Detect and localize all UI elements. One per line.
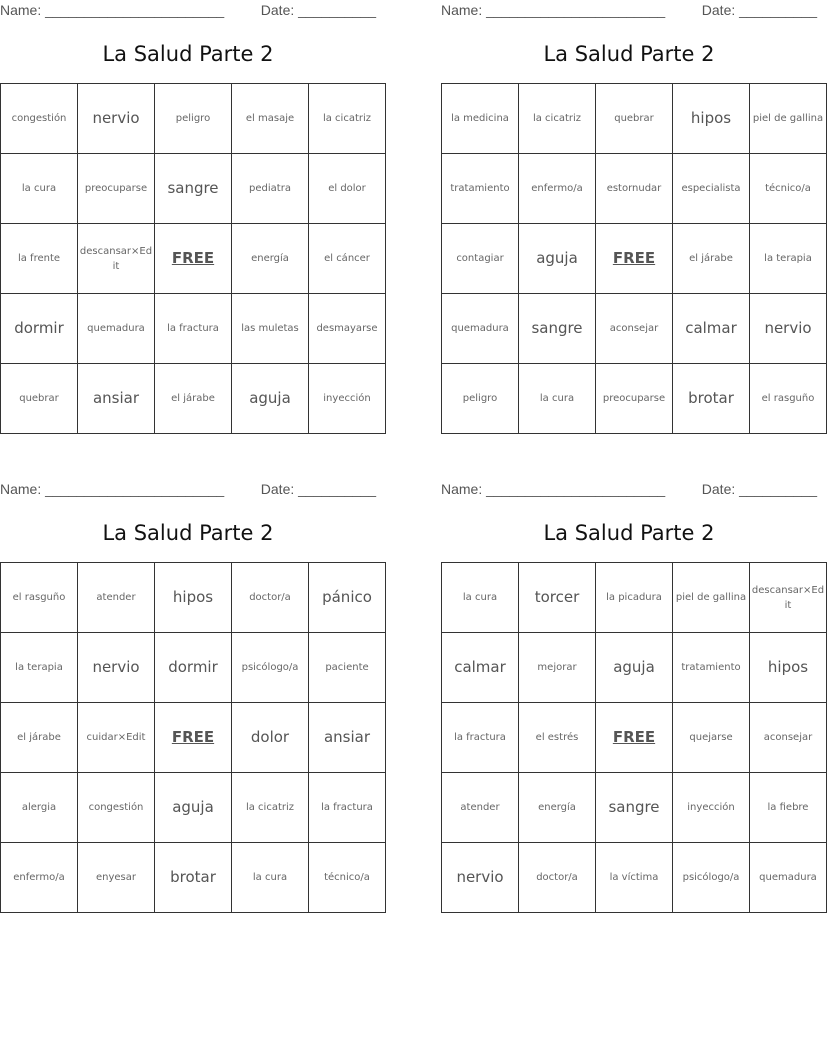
bingo-cell: especialista [673,154,750,224]
bingo-cell: enyesar [78,843,155,913]
bingo-cell: nervio [78,84,155,154]
bingo-cell: preocuparse [596,364,673,434]
bingo-cell: atender [442,773,519,843]
bingo-cell: psicólogo/a [232,633,309,703]
bingo-cell: aguja [596,633,673,703]
bingo-cell: descansar×Edit [78,224,155,294]
bingo-cell: calmar [673,294,750,364]
card-title: La Salud Parte 2 [102,42,274,66]
bingo-cell: hipos [750,633,827,703]
bingo-cell: el rasguño [750,364,827,434]
name-line: Name: _______________________ [441,2,666,18]
bingo-cell: la fractura [155,294,232,364]
grid-row [442,703,827,773]
grid-row [1,563,386,633]
bingo-cell: cuidar×Edit [78,703,155,773]
bingo-grid [441,562,827,913]
bingo-cell: preocuparse [78,154,155,224]
free-space: FREE [596,703,673,773]
grid-row [442,154,827,224]
grid-row [1,633,386,703]
bingo-cell: quebrar [1,364,78,434]
bingo-grid [0,83,386,434]
bingo-cell: contagiar [442,224,519,294]
card-header [0,481,376,499]
bingo-cell: dormir [155,633,232,703]
grid-row [442,84,827,154]
date-line: Date: __________ [260,2,376,18]
free-space: FREE [155,224,232,294]
grid-row [1,703,386,773]
bingo-cell: el járabe [673,224,750,294]
bingo-cell: aguja [155,773,232,843]
bingo-cell: doctor/a [519,843,596,913]
bingo-cell: pediatra [232,154,309,224]
bingo-cell: energía [519,773,596,843]
bingo-cell: quebrar [596,84,673,154]
bingo-cell: brotar [673,364,750,434]
bingo-cell: nervio [78,633,155,703]
bingo-cell: el masaje [232,84,309,154]
bingo-cell: enfermo/a [1,843,78,913]
bingo-cell: peligro [155,84,232,154]
grid-row [442,773,827,843]
bingo-cell: sangre [596,773,673,843]
bingo-cell: dormir [1,294,78,364]
bingo-cell: ansiar [78,364,155,434]
bingo-cell: la víctima [596,843,673,913]
bingo-cell: mejorar [519,633,596,703]
grid-row [442,224,827,294]
date-line: Date: __________ [701,481,817,497]
date-line: Date: __________ [701,2,817,18]
bingo-cell: pánico [309,563,386,633]
grid-row [1,843,386,913]
bingo-cell: psicólogo/a [673,843,750,913]
bingo-cell: dolor [232,703,309,773]
bingo-cell: técnico/a [750,154,827,224]
grid-row [1,84,386,154]
bingo-cell: la frente [1,224,78,294]
grid-row [1,364,386,434]
bingo-cell: tratamiento [442,154,519,224]
bingo-cell: la fiebre [750,773,827,843]
name-line: Name: _______________________ [0,2,225,18]
grid-row [1,154,386,224]
bingo-cell: doctor/a [232,563,309,633]
bingo-cell: el rasguño [1,563,78,633]
bingo-cell: la cicatriz [519,84,596,154]
bingo-cell: estornudar [596,154,673,224]
bingo-cell: la cura [1,154,78,224]
card-header [0,2,376,20]
bingo-cell: sangre [155,154,232,224]
bingo-cell: torcer [519,563,596,633]
bingo-cell: atender [78,563,155,633]
bingo-cell: peligro [442,364,519,434]
bingo-cell: la cura [232,843,309,913]
bingo-cell: la fractura [442,703,519,773]
card-header [441,2,817,20]
grid-row [1,224,386,294]
bingo-cell: quemadura [750,843,827,913]
bingo-cell: piel de gallina [673,563,750,633]
bingo-cell: hipos [155,563,232,633]
bingo-cell: alergia [1,773,78,843]
bingo-cell: congestión [78,773,155,843]
bingo-cell: aconsejar [750,703,827,773]
bingo-cell: la terapia [1,633,78,703]
bingo-cell: la cicatriz [309,84,386,154]
bingo-cell: ansiar [309,703,386,773]
bingo-grid [0,562,386,913]
grid-row [442,843,827,913]
bingo-cell: nervio [442,843,519,913]
bingo-cell: piel de gallina [750,84,827,154]
bingo-grid [441,83,827,434]
bingo-cell: la fractura [309,773,386,843]
bingo-cell: descansar×Edit [750,563,827,633]
bingo-cell: la cura [442,563,519,633]
bingo-cell: paciente [309,633,386,703]
bingo-cell: la cicatriz [232,773,309,843]
name-line: Name: _______________________ [0,481,225,497]
bingo-cell: desmayarse [309,294,386,364]
grid-row [442,633,827,703]
bingo-cell: el dolor [309,154,386,224]
card-header [441,481,817,499]
bingo-cell: la medicina [442,84,519,154]
bingo-cell: el cáncer [309,224,386,294]
bingo-cell: enfermo/a [519,154,596,224]
card-title: La Salud Parte 2 [543,42,715,66]
grid-row [442,364,827,434]
bingo-cell: el estrés [519,703,596,773]
bingo-cell: la terapia [750,224,827,294]
bingo-cell: aconsejar [596,294,673,364]
card-title: La Salud Parte 2 [543,521,715,545]
bingo-cell: técnico/a [309,843,386,913]
bingo-cell: aguja [232,364,309,434]
bingo-cell: quemadura [78,294,155,364]
card-title: La Salud Parte 2 [102,521,274,545]
grid-row [442,563,827,633]
bingo-cell: brotar [155,843,232,913]
bingo-cell: la cura [519,364,596,434]
bingo-cell: la picadura [596,563,673,633]
bingo-cell: calmar [442,633,519,703]
grid-row [1,773,386,843]
bingo-cell: energía [232,224,309,294]
free-space: FREE [596,224,673,294]
name-line: Name: _______________________ [441,481,666,497]
date-line: Date: __________ [260,481,376,497]
bingo-cell: hipos [673,84,750,154]
bingo-cell: nervio [750,294,827,364]
bingo-cell: quejarse [673,703,750,773]
bingo-cell: aguja [519,224,596,294]
bingo-cell: el járabe [1,703,78,773]
bingo-cell: las muletas [232,294,309,364]
bingo-cell: sangre [519,294,596,364]
bingo-cell: el járabe [155,364,232,434]
bingo-cell: congestión [1,84,78,154]
grid-row [442,294,827,364]
bingo-cell: inyección [673,773,750,843]
bingo-cell: inyección [309,364,386,434]
bingo-cell: quemadura [442,294,519,364]
grid-row [1,294,386,364]
bingo-cell: tratamiento [673,633,750,703]
free-space: FREE [155,703,232,773]
